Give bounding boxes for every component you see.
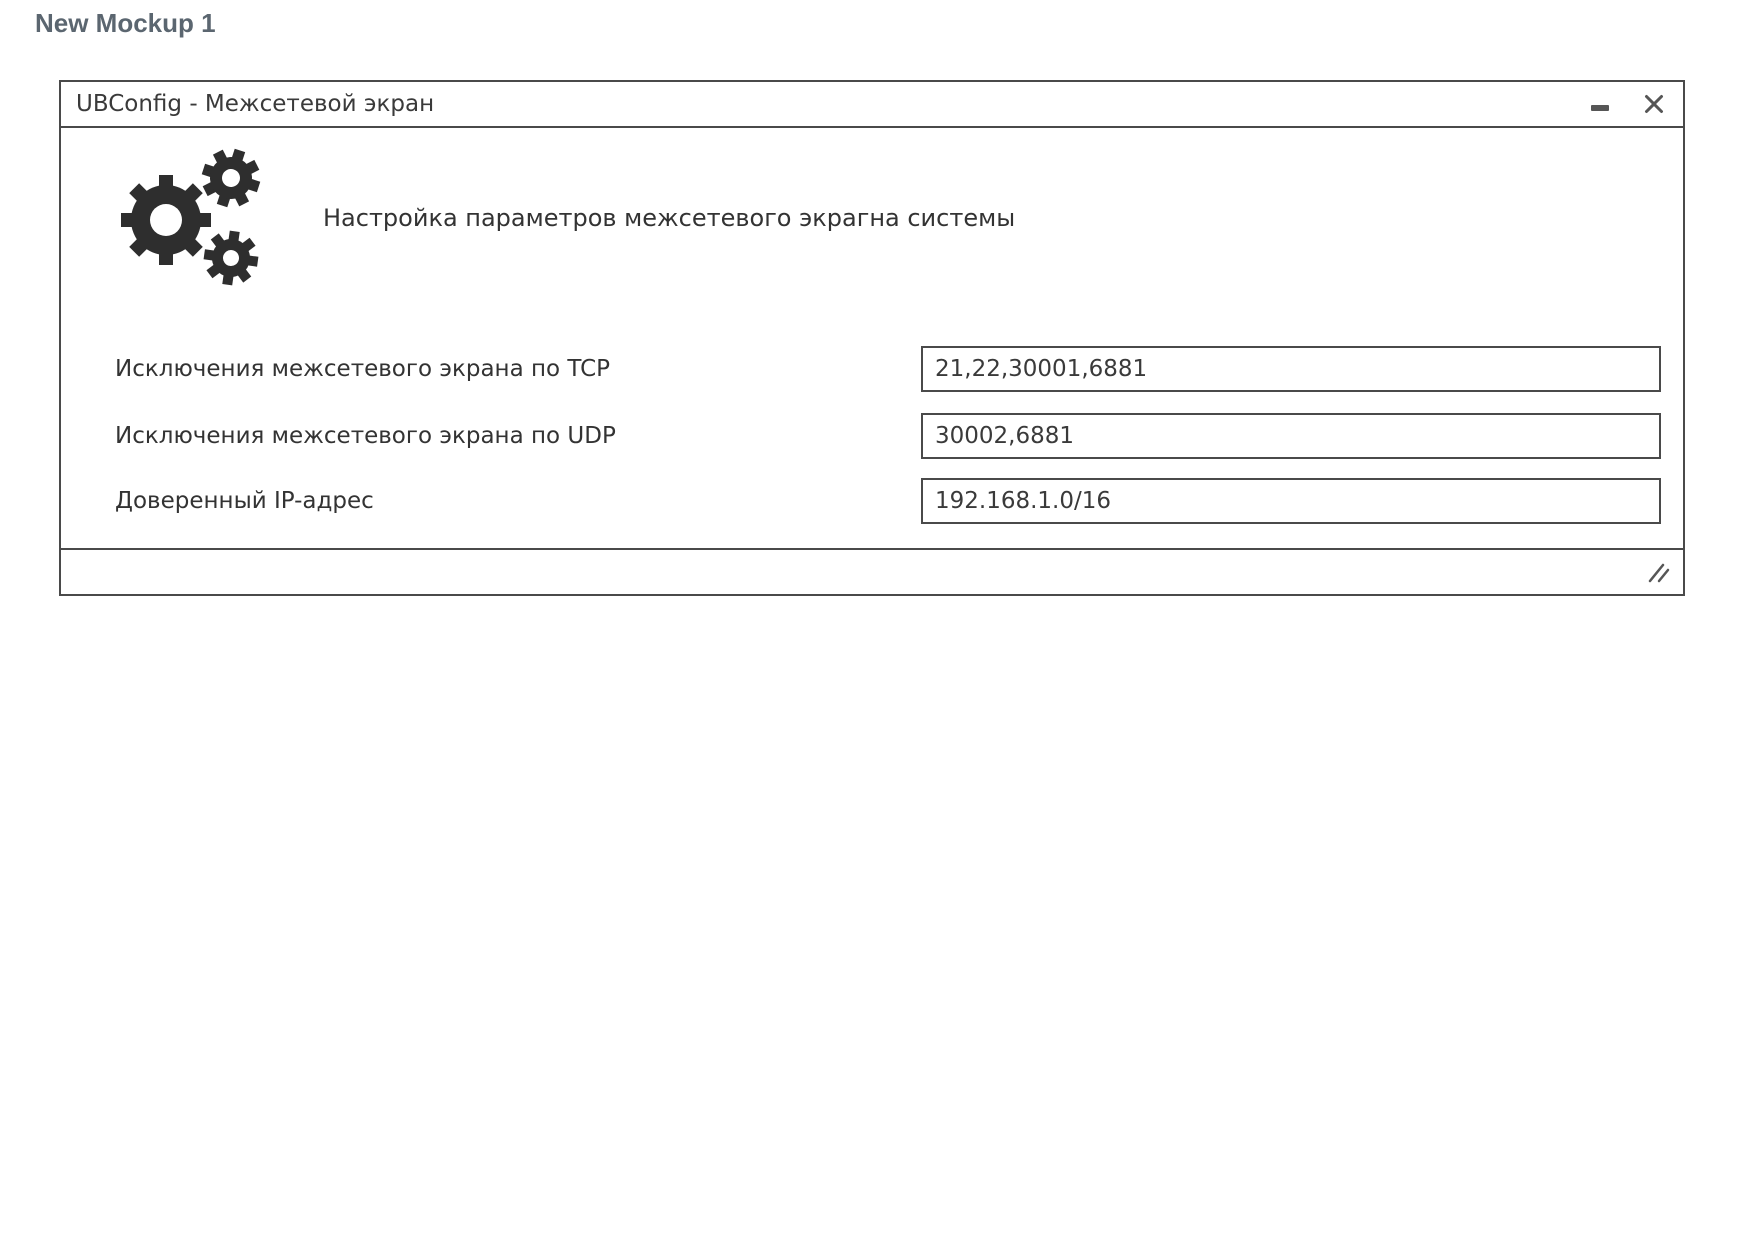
form-row-tcp <box>115 346 1661 392</box>
window-titlebar[interactable] <box>61 82 1683 128</box>
udp-exceptions-input[interactable] <box>921 413 1661 459</box>
trusted-ip-label: Доверенный IP-адрес <box>115 488 374 514</box>
close-button[interactable] <box>1643 92 1665 116</box>
minimize-icon <box>1591 105 1609 111</box>
close-icon <box>1643 93 1665 115</box>
window-description: Настройка параметров межсетевого экрагна системы <box>323 204 1016 232</box>
ubconfig-window <box>59 80 1685 596</box>
tcp-exceptions-label: Исключения межсетевого экрана по TCP <box>115 356 611 382</box>
window-controls <box>1589 92 1665 116</box>
form-row-udp <box>115 413 1661 459</box>
udp-exceptions-label: Исключения межсетевого экрана по UDP <box>115 423 616 449</box>
window-title: UBConfig - Межсетевой экран <box>76 91 435 117</box>
page-title: New Mockup 1 <box>35 8 216 38</box>
form-row-trusted-ip <box>115 478 1661 524</box>
minimize-button[interactable] <box>1589 92 1611 116</box>
tcp-exceptions-input[interactable] <box>921 346 1661 392</box>
resize-handle-icon[interactable] <box>1645 561 1673 589</box>
window-content <box>61 128 1683 548</box>
window-statusbar <box>61 548 1683 594</box>
gears-icon <box>119 148 265 294</box>
trusted-ip-input[interactable] <box>921 478 1661 524</box>
